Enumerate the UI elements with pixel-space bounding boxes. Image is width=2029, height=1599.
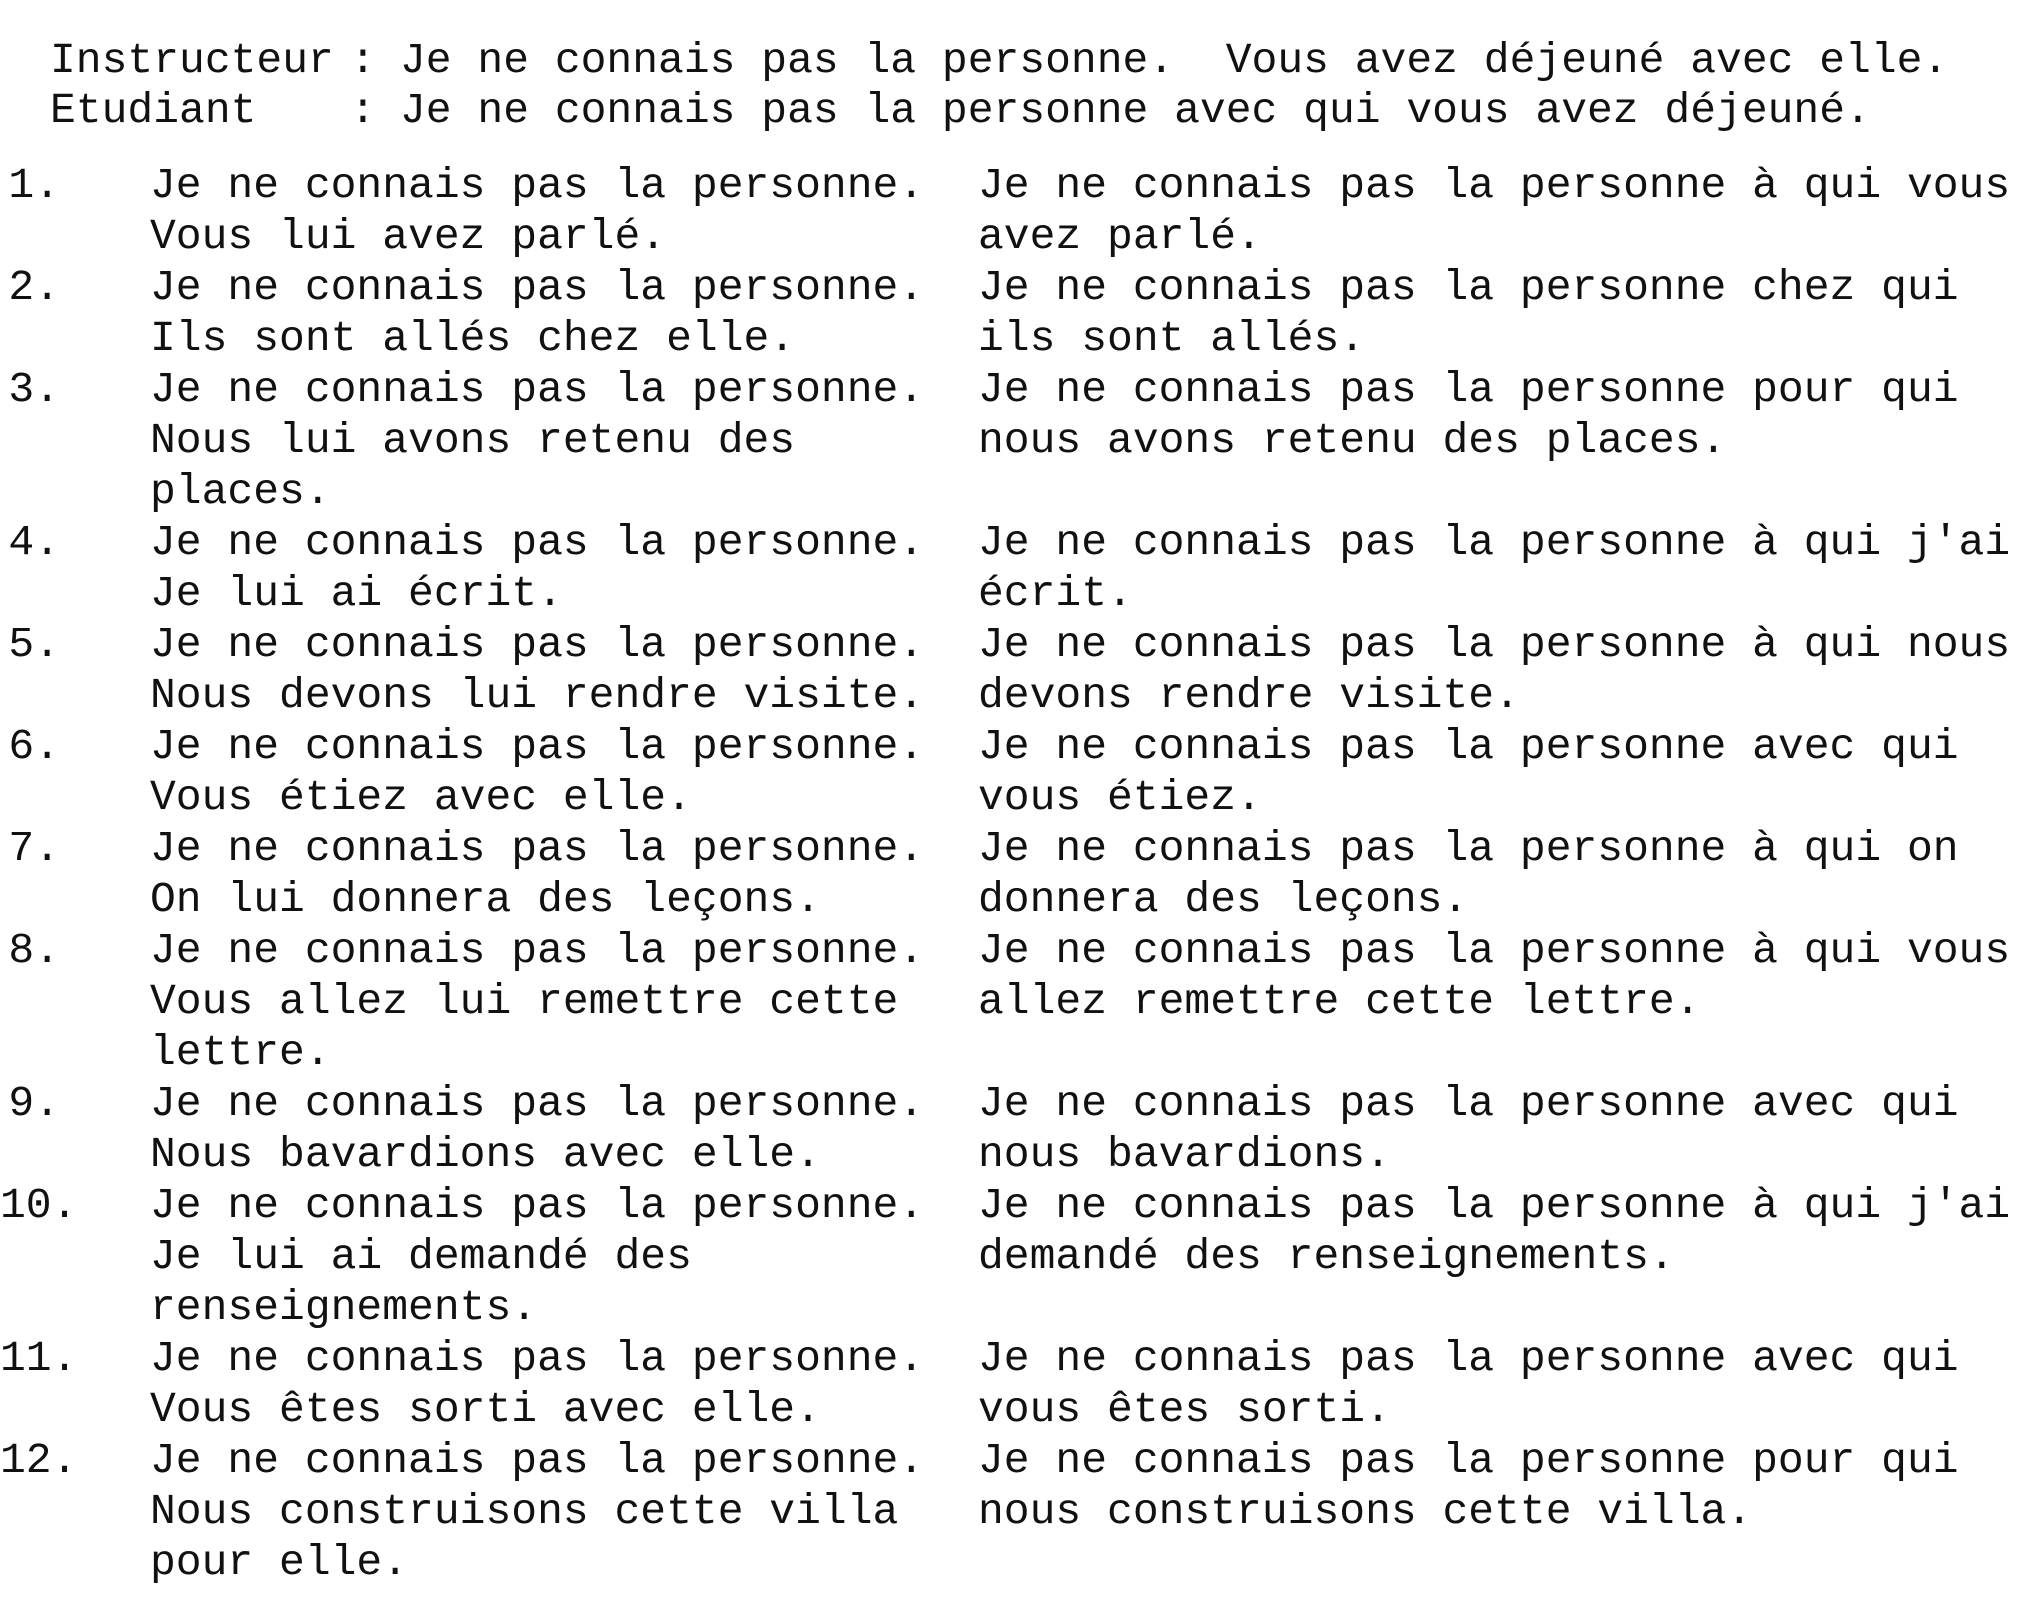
answer-line: Je ne connais pas la personne à qui vous (978, 926, 2011, 975)
item-prompt (150, 1333, 978, 1435)
prompt-line: Nous lui avons retenu des (150, 416, 796, 465)
exercise-item (0, 517, 2029, 619)
answer-line: donnera des leçons. (978, 875, 1469, 924)
answer-line: nous construisons cette villa. (978, 1487, 1753, 1536)
item-prompt (150, 262, 978, 364)
item-answer (978, 517, 2011, 619)
item-answer (978, 160, 2011, 262)
answer-line: Je ne connais pas la personne à qui vous (978, 161, 2011, 210)
item-answer (978, 1333, 1988, 1435)
prompt-line: Je ne connais pas la personne. (150, 161, 925, 210)
exercise-item (0, 823, 2029, 925)
answer-line: nous avons retenu des places. (978, 416, 1727, 465)
exercise-item (0, 1333, 2029, 1435)
prompt-line: Nous devons lui rendre visite. (150, 671, 925, 720)
item-number: 11. (0, 1334, 78, 1383)
item-answer (978, 619, 2011, 721)
item-number: 3. (8, 365, 60, 414)
item-answer (978, 262, 1988, 364)
item-number: 2. (8, 263, 60, 312)
prompt-line: Je ne connais pas la personne. (150, 620, 925, 669)
item-answer (978, 721, 1988, 823)
item-number: 12. (0, 1436, 78, 1485)
prompt-line: Je ne connais pas la personne. (150, 926, 925, 975)
answer-line: Je ne connais pas la personne chez qui (978, 263, 1959, 312)
prompt-line: Vous êtes sorti avec elle. (150, 1385, 821, 1434)
item-prompt (150, 1435, 978, 1588)
student-line (50, 86, 2010, 136)
item-prompt (150, 925, 978, 1078)
prompt-line: Je ne connais pas la personne. (150, 1079, 925, 1128)
prompt-line: Je ne connais pas la personne. (150, 365, 925, 414)
exercise-item (0, 925, 2029, 1078)
answer-line: vous êtes sorti. (978, 1385, 1391, 1434)
item-prompt (150, 160, 978, 262)
exercise-item (0, 1078, 2029, 1180)
prompt-line: Vous allez lui remettre cette (150, 977, 899, 1026)
item-answer (978, 1078, 1988, 1180)
item-answer (978, 364, 1988, 466)
item-prompt (150, 364, 978, 517)
answer-line: Je ne connais pas la personne à qui on (978, 824, 1959, 873)
answer-line: nous bavardions. (978, 1130, 1391, 1179)
prompt-line: Vous étiez avec elle. (150, 773, 692, 822)
prompt-line: Je ne connais pas la personne. (150, 263, 925, 312)
instructor-text: Je ne connais pas la personne. Vous avez déjeuné avec elle. (400, 36, 1949, 85)
answer-line: Je ne connais pas la personne à qui nous (978, 620, 2011, 669)
prompt-line: Nous bavardions avec elle. (150, 1130, 821, 1179)
prompt-line: Je ne connais pas la personne. (150, 1436, 925, 1485)
answer-line: avez parlé. (978, 212, 1262, 261)
prompt-line: Je lui ai demandé des (150, 1232, 692, 1281)
exercise-item (0, 1180, 2029, 1333)
instructor-line (50, 36, 2010, 86)
exercise-item (0, 721, 2029, 823)
answer-line: Je ne connais pas la personne avec qui (978, 1079, 1959, 1128)
item-prompt (150, 619, 978, 721)
prompt-line: Je lui ai écrit. (150, 569, 563, 618)
instructor-label: Instructeur (50, 36, 334, 85)
prompt-line: renseignements. (150, 1283, 538, 1332)
item-number: 10. (0, 1181, 78, 1230)
item-number: 8. (8, 926, 60, 975)
student-colon: : (350, 86, 376, 135)
answer-line: vous étiez. (978, 773, 1262, 822)
student-text: Je ne connais pas la personne avec qui vous avez déjeuné. (400, 86, 1871, 135)
prompt-line: Je ne connais pas la personne. (150, 1181, 925, 1230)
item-answer (978, 1180, 2011, 1282)
prompt-line: On lui donnera des leçons. (150, 875, 821, 924)
exercise-item (0, 364, 2029, 517)
item-prompt (150, 1078, 978, 1180)
answer-line: devons rendre visite. (978, 671, 1520, 720)
item-prompt (150, 721, 978, 823)
prompt-line: Ils sont allés chez elle. (150, 314, 796, 363)
answer-line: Je ne connais pas la personne à qui j'ai (978, 518, 2011, 567)
answer-line: Je ne connais pas la personne pour qui (978, 1436, 1959, 1485)
prompt-line: places. (150, 467, 331, 516)
item-prompt (150, 1180, 978, 1333)
prompt-line: Nous construisons cette villa (150, 1487, 899, 1536)
answer-line: demandé des renseignements. (978, 1232, 1675, 1281)
example-block (50, 36, 2010, 136)
item-number: 5. (8, 620, 60, 669)
answer-line: ils sont allés. (978, 314, 1366, 363)
item-prompt (150, 517, 978, 619)
item-number: 4. (8, 518, 60, 567)
exercise-item (0, 160, 2029, 262)
item-number: 9. (8, 1079, 60, 1128)
prompt-line: Je ne connais pas la personne. (150, 1334, 925, 1383)
answer-line: Je ne connais pas la personne à qui j'ai (978, 1181, 2011, 1230)
answer-line: allez remettre cette lettre. (978, 977, 1701, 1026)
exercise-item (0, 619, 2029, 721)
prompt-line: pour elle. (150, 1538, 409, 1587)
exercise-list (0, 160, 2029, 1588)
item-number: 1. (8, 161, 60, 210)
item-prompt (150, 823, 978, 925)
item-number: 6. (8, 722, 60, 771)
student-label: Etudiant (50, 86, 257, 135)
item-number: 7. (8, 824, 60, 873)
exercise-item (0, 1435, 2029, 1588)
prompt-line: Je ne connais pas la personne. (150, 824, 925, 873)
prompt-line: Vous lui avez parlé. (150, 212, 667, 261)
item-answer (978, 1435, 1988, 1537)
answer-line: écrit. (978, 569, 1133, 618)
instructor-colon: : (350, 36, 376, 85)
exercise-item (0, 262, 2029, 364)
prompt-line: Je ne connais pas la personne. (150, 518, 925, 567)
prompt-line: lettre. (150, 1028, 331, 1077)
answer-line: Je ne connais pas la personne pour qui (978, 365, 1959, 414)
prompt-line: Je ne connais pas la personne. (150, 722, 925, 771)
answer-line: Je ne connais pas la personne avec qui (978, 1334, 1959, 1383)
answer-line: Je ne connais pas la personne avec qui (978, 722, 1959, 771)
item-answer (978, 925, 2011, 1027)
item-answer (978, 823, 1988, 925)
